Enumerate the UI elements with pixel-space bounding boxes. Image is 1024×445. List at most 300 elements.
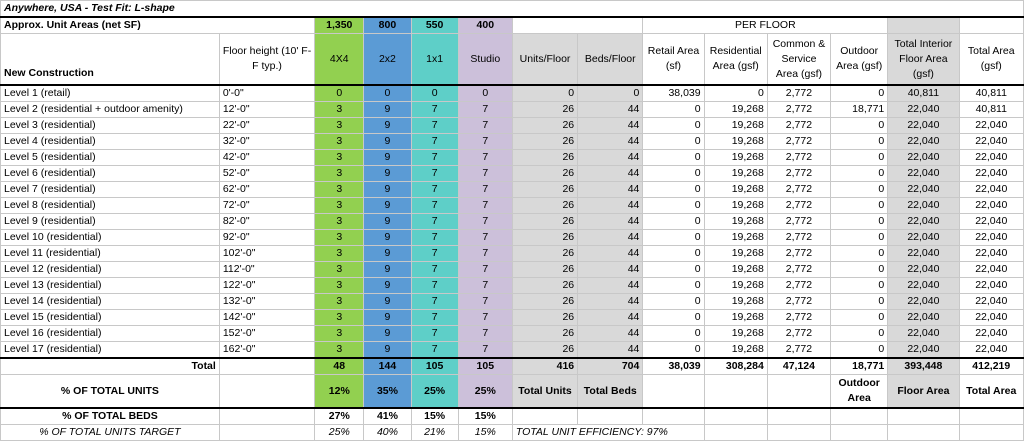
cell-1x1[interactable]: 7	[411, 342, 458, 359]
blank-cell[interactable]	[959, 17, 1023, 34]
blank-cell[interactable]	[219, 375, 314, 409]
cell-level[interactable]: Level 6 (residential)	[1, 166, 220, 182]
cell-2x2[interactable]: 9	[364, 214, 411, 230]
cell-beds-floor[interactable]: 44	[578, 182, 643, 198]
blank-cell[interactable]	[512, 408, 577, 425]
cell-beds-floor[interactable]: 44	[578, 278, 643, 294]
cell-residential[interactable]: 19,268	[704, 230, 767, 246]
cell-beds-floor[interactable]: 44	[578, 150, 643, 166]
cell-outdoor[interactable]: 0	[831, 182, 888, 198]
cell-units-floor[interactable]: 26	[512, 134, 577, 150]
cell-total-area[interactable]: 22,040	[959, 150, 1023, 166]
area-2x2[interactable]: 800	[364, 17, 411, 34]
cell-floor-height[interactable]: 12'-0"	[219, 102, 314, 118]
hdr-1x1[interactable]: 1x1	[411, 34, 458, 86]
blank-cell[interactable]	[831, 425, 888, 441]
efficiency-label[interactable]: TOTAL UNIT EFFICIENCY: 97%	[512, 425, 704, 441]
pct-beds-c[interactable]: 15%	[411, 408, 458, 425]
blank-cell[interactable]	[767, 408, 830, 425]
cell-level[interactable]: Level 10 (residential)	[1, 230, 220, 246]
total-res[interactable]: 308,284	[704, 358, 767, 375]
cell-common[interactable]: 2,772	[767, 85, 830, 102]
area-4x4[interactable]: 1,350	[315, 17, 364, 34]
cell-2x2[interactable]: 9	[364, 278, 411, 294]
pct-beds-label[interactable]: % OF TOTAL BEDS	[1, 408, 220, 425]
cell-residential[interactable]: 19,268	[704, 310, 767, 326]
cell-units-floor[interactable]: 26	[512, 294, 577, 310]
cell-total-interior[interactable]: 22,040	[888, 150, 959, 166]
cell-level[interactable]: Level 8 (residential)	[1, 198, 220, 214]
pct-units-label[interactable]: % OF TOTAL UNITS	[1, 375, 220, 409]
cell-common[interactable]: 2,772	[767, 294, 830, 310]
blank-cell[interactable]	[704, 425, 767, 441]
cell-4x4[interactable]: 3	[315, 198, 364, 214]
cell-total-area[interactable]: 22,040	[959, 198, 1023, 214]
total-beds[interactable]: 704	[578, 358, 643, 375]
cell-common[interactable]: 2,772	[767, 230, 830, 246]
outdoor-area-label[interactable]: Outdoor Area	[831, 375, 888, 409]
cell-common[interactable]: 2,772	[767, 214, 830, 230]
cell-units-floor[interactable]: 26	[512, 310, 577, 326]
target-c[interactable]: 21%	[411, 425, 458, 441]
cell-floor-height[interactable]: 102'-0"	[219, 246, 314, 262]
cell-floor-height[interactable]: 52'-0"	[219, 166, 314, 182]
cell-total-area[interactable]: 22,040	[959, 278, 1023, 294]
cell-common[interactable]: 2,772	[767, 166, 830, 182]
cell-studio[interactable]: 7	[458, 310, 512, 326]
cell-studio[interactable]: 7	[458, 166, 512, 182]
hdr-retail[interactable]: Retail Area (sf)	[643, 34, 704, 86]
approx-label[interactable]: Approx. Unit Areas (net SF)	[1, 17, 315, 34]
cell-1x1[interactable]: 7	[411, 118, 458, 134]
cell-1x1[interactable]: 7	[411, 166, 458, 182]
cell-outdoor[interactable]: 0	[831, 166, 888, 182]
cell-1x1[interactable]: 7	[411, 182, 458, 198]
cell-studio[interactable]: 7	[458, 150, 512, 166]
cell-2x2[interactable]: 9	[364, 262, 411, 278]
cell-outdoor[interactable]: 0	[831, 278, 888, 294]
cell-level[interactable]: Level 9 (residential)	[1, 214, 220, 230]
hdr-2x2[interactable]: 2x2	[364, 34, 411, 86]
cell-units-floor[interactable]: 26	[512, 182, 577, 198]
cell-1x1[interactable]: 7	[411, 262, 458, 278]
cell-beds-floor[interactable]: 44	[578, 166, 643, 182]
hdr-floor-height[interactable]: Floor height (10' F-F typ.)	[219, 34, 314, 86]
cell-residential[interactable]: 19,268	[704, 278, 767, 294]
cell-retail[interactable]: 0	[643, 310, 704, 326]
cell-1x1[interactable]: 7	[411, 246, 458, 262]
cell-units-floor[interactable]: 0	[512, 85, 577, 102]
cell-residential[interactable]: 19,268	[704, 166, 767, 182]
cell-residential[interactable]: 19,268	[704, 342, 767, 359]
cell-total-interior[interactable]: 22,040	[888, 214, 959, 230]
cell-beds-floor[interactable]: 44	[578, 310, 643, 326]
total-common[interactable]: 47,124	[767, 358, 830, 375]
cell-common[interactable]: 2,772	[767, 342, 830, 359]
cell-total-interior[interactable]: 22,040	[888, 118, 959, 134]
cell-level[interactable]: Level 1 (retail)	[1, 85, 220, 102]
cell-1x1[interactable]: 7	[411, 310, 458, 326]
cell-retail[interactable]: 0	[643, 262, 704, 278]
cell-4x4[interactable]: 3	[315, 342, 364, 359]
cell-1x1[interactable]: 7	[411, 326, 458, 342]
cell-total-area[interactable]: 40,811	[959, 102, 1023, 118]
cell-studio[interactable]: 7	[458, 230, 512, 246]
cell-retail[interactable]: 0	[643, 278, 704, 294]
cell-2x2[interactable]: 9	[364, 326, 411, 342]
sheet-title[interactable]: Anywhere, USA - Test Fit: L-shape	[1, 1, 1024, 18]
pct-units-d[interactable]: 25%	[458, 375, 512, 409]
cell-retail[interactable]: 0	[643, 166, 704, 182]
cell-level[interactable]: Level 14 (residential)	[1, 294, 220, 310]
cell-4x4[interactable]: 3	[315, 102, 364, 118]
cell-4x4[interactable]: 3	[315, 118, 364, 134]
cell-retail[interactable]: 0	[643, 230, 704, 246]
cell-1x1[interactable]: 7	[411, 294, 458, 310]
floor-area-label[interactable]: Floor Area	[888, 375, 959, 409]
cell-common[interactable]: 2,772	[767, 134, 830, 150]
blank-cell[interactable]	[888, 425, 959, 441]
cell-level[interactable]: Level 12 (residential)	[1, 262, 220, 278]
cell-studio[interactable]: 7	[458, 246, 512, 262]
cell-units-floor[interactable]: 26	[512, 326, 577, 342]
cell-floor-height[interactable]: 112'-0"	[219, 262, 314, 278]
cell-total-interior[interactable]: 22,040	[888, 182, 959, 198]
cell-outdoor[interactable]: 0	[831, 342, 888, 359]
hdr-beds-floor[interactable]: Beds/Floor	[578, 34, 643, 86]
blank-cell[interactable]	[888, 408, 959, 425]
cell-2x2[interactable]: 9	[364, 310, 411, 326]
cell-floor-height[interactable]: 132'-0"	[219, 294, 314, 310]
cell-studio[interactable]: 0	[458, 85, 512, 102]
cell-total-area[interactable]: 22,040	[959, 294, 1023, 310]
cell-total-area[interactable]: 22,040	[959, 166, 1023, 182]
blank-cell[interactable]	[219, 358, 314, 375]
total-outdoor[interactable]: 18,771	[831, 358, 888, 375]
cell-total-interior[interactable]: 22,040	[888, 246, 959, 262]
cell-4x4[interactable]: 3	[315, 134, 364, 150]
cell-1x1[interactable]: 7	[411, 214, 458, 230]
cell-1x1[interactable]: 7	[411, 150, 458, 166]
cell-floor-height[interactable]: 72'-0"	[219, 198, 314, 214]
cell-4x4[interactable]: 3	[315, 182, 364, 198]
cell-retail[interactable]: 0	[643, 214, 704, 230]
cell-beds-floor[interactable]: 44	[578, 294, 643, 310]
cell-2x2[interactable]: 9	[364, 246, 411, 262]
target-b[interactable]: 40%	[364, 425, 411, 441]
cell-floor-height[interactable]: 0'-0"	[219, 85, 314, 102]
cell-total-interior[interactable]: 22,040	[888, 326, 959, 342]
cell-4x4[interactable]: 3	[315, 246, 364, 262]
cell-common[interactable]: 2,772	[767, 262, 830, 278]
cell-common[interactable]: 2,772	[767, 118, 830, 134]
blank-cell[interactable]	[767, 375, 830, 409]
cell-studio[interactable]: 7	[458, 326, 512, 342]
per-floor-label[interactable]: PER FLOOR	[643, 17, 888, 34]
total-beds-label[interactable]: Total Beds	[578, 375, 643, 409]
cell-units-floor[interactable]: 26	[512, 150, 577, 166]
blank-cell[interactable]	[643, 375, 704, 409]
cell-total-area[interactable]: 22,040	[959, 310, 1023, 326]
cell-floor-height[interactable]: 152'-0"	[219, 326, 314, 342]
cell-beds-floor[interactable]: 44	[578, 246, 643, 262]
cell-floor-height[interactable]: 62'-0"	[219, 182, 314, 198]
pct-beds-a[interactable]: 27%	[315, 408, 364, 425]
cell-outdoor[interactable]: 0	[831, 326, 888, 342]
total-c[interactable]: 105	[411, 358, 458, 375]
cell-level[interactable]: Level 7 (residential)	[1, 182, 220, 198]
cell-total-area[interactable]: 40,811	[959, 85, 1023, 102]
cell-outdoor[interactable]: 0	[831, 262, 888, 278]
cell-retail[interactable]: 0	[643, 294, 704, 310]
blank-cell[interactable]	[704, 408, 767, 425]
pct-beds-d[interactable]: 15%	[458, 408, 512, 425]
cell-total-interior[interactable]: 22,040	[888, 342, 959, 359]
cell-total-area[interactable]: 22,040	[959, 182, 1023, 198]
cell-common[interactable]: 2,772	[767, 102, 830, 118]
cell-beds-floor[interactable]: 44	[578, 102, 643, 118]
cell-studio[interactable]: 7	[458, 262, 512, 278]
total-retail[interactable]: 38,039	[643, 358, 704, 375]
cell-units-floor[interactable]: 26	[512, 246, 577, 262]
cell-floor-height[interactable]: 122'-0"	[219, 278, 314, 294]
blank-cell[interactable]	[959, 408, 1023, 425]
cell-common[interactable]: 2,772	[767, 182, 830, 198]
cell-floor-height[interactable]: 22'-0"	[219, 118, 314, 134]
cell-residential[interactable]: 19,268	[704, 102, 767, 118]
cell-common[interactable]: 2,772	[767, 278, 830, 294]
hdr-common[interactable]: Common & Service Area (gsf)	[767, 34, 830, 86]
cell-units-floor[interactable]: 26	[512, 118, 577, 134]
cell-total-area[interactable]: 22,040	[959, 134, 1023, 150]
blank-cell[interactable]	[578, 408, 643, 425]
area-studio[interactable]: 400	[458, 17, 512, 34]
cell-residential[interactable]: 19,268	[704, 214, 767, 230]
blank-cell[interactable]	[704, 375, 767, 409]
cell-residential[interactable]: 19,268	[704, 262, 767, 278]
cell-level[interactable]: Level 2 (residential + outdoor amenity)	[1, 102, 220, 118]
cell-1x1[interactable]: 7	[411, 278, 458, 294]
cell-units-floor[interactable]: 26	[512, 278, 577, 294]
cell-studio[interactable]: 7	[458, 342, 512, 359]
cell-total-area[interactable]: 22,040	[959, 342, 1023, 359]
cell-retail[interactable]: 0	[643, 246, 704, 262]
cell-residential[interactable]: 19,268	[704, 182, 767, 198]
target-a[interactable]: 25%	[315, 425, 364, 441]
cell-beds-floor[interactable]: 44	[578, 198, 643, 214]
cell-studio[interactable]: 7	[458, 182, 512, 198]
cell-2x2[interactable]: 9	[364, 166, 411, 182]
cell-common[interactable]: 2,772	[767, 310, 830, 326]
cell-1x1[interactable]: 0	[411, 85, 458, 102]
cell-outdoor[interactable]: 0	[831, 118, 888, 134]
cell-2x2[interactable]: 9	[364, 342, 411, 359]
cell-total-interior[interactable]: 22,040	[888, 262, 959, 278]
blank-cell[interactable]	[219, 408, 314, 425]
cell-total-interior[interactable]: 40,811	[888, 85, 959, 102]
cell-common[interactable]: 2,772	[767, 150, 830, 166]
total-a[interactable]: 48	[315, 358, 364, 375]
target-label[interactable]: % OF TOTAL UNITS TARGET	[1, 425, 220, 441]
cell-4x4[interactable]: 0	[315, 85, 364, 102]
blank-cell[interactable]	[643, 408, 704, 425]
cell-level[interactable]: Level 11 (residential)	[1, 246, 220, 262]
cell-studio[interactable]: 7	[458, 278, 512, 294]
cell-total-area[interactable]: 22,040	[959, 214, 1023, 230]
cell-residential[interactable]: 19,268	[704, 198, 767, 214]
cell-studio[interactable]: 7	[458, 198, 512, 214]
cell-total-area[interactable]: 22,040	[959, 118, 1023, 134]
cell-1x1[interactable]: 7	[411, 230, 458, 246]
target-d[interactable]: 15%	[458, 425, 512, 441]
cell-outdoor[interactable]: 18,771	[831, 102, 888, 118]
cell-level[interactable]: Level 4 (residential)	[1, 134, 220, 150]
cell-beds-floor[interactable]: 44	[578, 214, 643, 230]
cell-retail[interactable]: 0	[643, 118, 704, 134]
cell-beds-floor[interactable]: 44	[578, 262, 643, 278]
cell-4x4[interactable]: 3	[315, 166, 364, 182]
cell-total-area[interactable]: 22,040	[959, 246, 1023, 262]
cell-floor-height[interactable]: 32'-0"	[219, 134, 314, 150]
cell-beds-floor[interactable]: 0	[578, 85, 643, 102]
cell-level[interactable]: Level 16 (residential)	[1, 326, 220, 342]
cell-4x4[interactable]: 3	[315, 294, 364, 310]
cell-outdoor[interactable]: 0	[831, 214, 888, 230]
total-total[interactable]: 412,219	[959, 358, 1023, 375]
hdr-outdoor[interactable]: Outdoor Area (gsf)	[831, 34, 888, 86]
cell-2x2[interactable]: 9	[364, 102, 411, 118]
hdr-residential[interactable]: Residential Area (gsf)	[704, 34, 767, 86]
cell-2x2[interactable]: 9	[364, 118, 411, 134]
cell-units-floor[interactable]: 26	[512, 262, 577, 278]
total-label[interactable]: Total	[1, 358, 220, 375]
area-1x1[interactable]: 550	[411, 17, 458, 34]
cell-retail[interactable]: 0	[643, 150, 704, 166]
pct-beds-b[interactable]: 41%	[364, 408, 411, 425]
cell-4x4[interactable]: 3	[315, 150, 364, 166]
cell-units-floor[interactable]: 26	[512, 230, 577, 246]
cell-retail[interactable]: 0	[643, 326, 704, 342]
cell-floor-height[interactable]: 82'-0"	[219, 214, 314, 230]
cell-4x4[interactable]: 3	[315, 214, 364, 230]
cell-studio[interactable]: 7	[458, 118, 512, 134]
pct-units-a[interactable]: 12%	[315, 375, 364, 409]
total-interior[interactable]: 393,448	[888, 358, 959, 375]
cell-level[interactable]: Level 13 (residential)	[1, 278, 220, 294]
cell-total-interior[interactable]: 22,040	[888, 294, 959, 310]
blank-cell[interactable]	[219, 425, 314, 441]
cell-beds-floor[interactable]: 44	[578, 118, 643, 134]
cell-floor-height[interactable]: 92'-0"	[219, 230, 314, 246]
cell-outdoor[interactable]: 0	[831, 85, 888, 102]
cell-4x4[interactable]: 3	[315, 310, 364, 326]
hdr-total-area[interactable]: Total Area (gsf)	[959, 34, 1023, 86]
cell-outdoor[interactable]: 0	[831, 150, 888, 166]
cell-retail[interactable]: 0	[643, 134, 704, 150]
pct-units-c[interactable]: 25%	[411, 375, 458, 409]
cell-residential[interactable]: 0	[704, 85, 767, 102]
cell-total-interior[interactable]: 22,040	[888, 310, 959, 326]
cell-common[interactable]: 2,772	[767, 246, 830, 262]
cell-level[interactable]: Level 3 (residential)	[1, 118, 220, 134]
cell-outdoor[interactable]: 0	[831, 294, 888, 310]
cell-2x2[interactable]: 9	[364, 294, 411, 310]
cell-common[interactable]: 2,772	[767, 198, 830, 214]
cell-floor-height[interactable]: 162'-0"	[219, 342, 314, 359]
total-d[interactable]: 105	[458, 358, 512, 375]
cell-retail[interactable]: 0	[643, 182, 704, 198]
hdr-studio[interactable]: Studio	[458, 34, 512, 86]
cell-units-floor[interactable]: 26	[512, 198, 577, 214]
blank-cell[interactable]	[831, 408, 888, 425]
cell-total-area[interactable]: 22,040	[959, 262, 1023, 278]
cell-residential[interactable]: 19,268	[704, 326, 767, 342]
cell-level[interactable]: Level 17 (residential)	[1, 342, 220, 359]
cell-outdoor[interactable]: 0	[831, 246, 888, 262]
cell-4x4[interactable]: 3	[315, 230, 364, 246]
cell-retail[interactable]: 38,039	[643, 85, 704, 102]
cell-outdoor[interactable]: 0	[831, 134, 888, 150]
cell-residential[interactable]: 19,268	[704, 294, 767, 310]
cell-4x4[interactable]: 3	[315, 262, 364, 278]
cell-beds-floor[interactable]: 44	[578, 134, 643, 150]
cell-total-interior[interactable]: 22,040	[888, 102, 959, 118]
cell-outdoor[interactable]: 0	[831, 230, 888, 246]
cell-retail[interactable]: 0	[643, 342, 704, 359]
cell-level[interactable]: Level 5 (residential)	[1, 150, 220, 166]
total-units[interactable]: 416	[512, 358, 577, 375]
cell-1x1[interactable]: 7	[411, 102, 458, 118]
cell-2x2[interactable]: 0	[364, 85, 411, 102]
cell-total-interior[interactable]: 22,040	[888, 166, 959, 182]
hdr-units-floor[interactable]: Units/Floor	[512, 34, 577, 86]
cell-residential[interactable]: 19,268	[704, 246, 767, 262]
cell-studio[interactable]: 7	[458, 102, 512, 118]
cell-1x1[interactable]: 7	[411, 134, 458, 150]
cell-studio[interactable]: 7	[458, 294, 512, 310]
hdr-total-interior[interactable]: Total Interior Floor Area (gsf)	[888, 34, 959, 86]
cell-total-area[interactable]: 22,040	[959, 326, 1023, 342]
cell-2x2[interactable]: 9	[364, 150, 411, 166]
cell-residential[interactable]: 19,268	[704, 118, 767, 134]
total-b[interactable]: 144	[364, 358, 411, 375]
cell-floor-height[interactable]: 142'-0"	[219, 310, 314, 326]
cell-units-floor[interactable]: 26	[512, 214, 577, 230]
cell-1x1[interactable]: 7	[411, 198, 458, 214]
cell-units-floor[interactable]: 26	[512, 342, 577, 359]
cell-studio[interactable]: 7	[458, 134, 512, 150]
cell-beds-floor[interactable]: 44	[578, 342, 643, 359]
cell-total-interior[interactable]: 22,040	[888, 278, 959, 294]
cell-2x2[interactable]: 9	[364, 198, 411, 214]
cell-units-floor[interactable]: 26	[512, 166, 577, 182]
cell-studio[interactable]: 7	[458, 214, 512, 230]
cell-outdoor[interactable]: 0	[831, 198, 888, 214]
cell-total-interior[interactable]: 22,040	[888, 134, 959, 150]
cell-floor-height[interactable]: 42'-0"	[219, 150, 314, 166]
blank-cell[interactable]	[767, 425, 830, 441]
cell-beds-floor[interactable]: 44	[578, 230, 643, 246]
section-title[interactable]: New Construction	[1, 34, 220, 86]
blank-cell[interactable]	[888, 17, 959, 34]
hdr-4x4[interactable]: 4X4	[315, 34, 364, 86]
cell-2x2[interactable]: 9	[364, 182, 411, 198]
cell-total-interior[interactable]: 22,040	[888, 198, 959, 214]
blank-cell[interactable]	[959, 425, 1023, 441]
cell-total-interior[interactable]: 22,040	[888, 230, 959, 246]
cell-outdoor[interactable]: 0	[831, 310, 888, 326]
cell-residential[interactable]: 19,268	[704, 150, 767, 166]
